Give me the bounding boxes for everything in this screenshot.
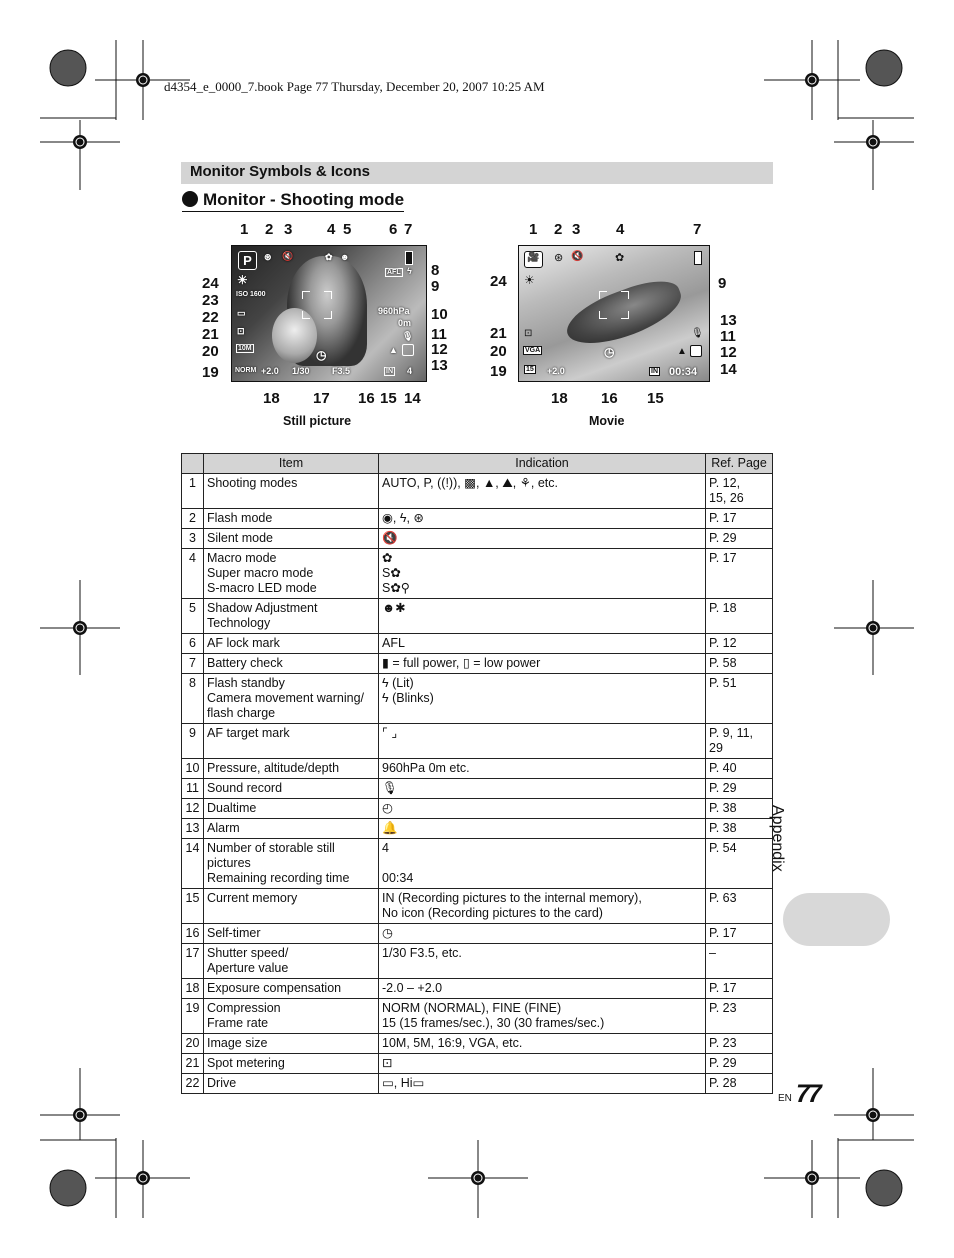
af-target-icon: [302, 291, 332, 319]
callout-17: 17: [313, 390, 330, 407]
row-number: 21: [182, 1054, 204, 1074]
alarm-icon: ▲: [389, 345, 398, 355]
table-row: [182, 634, 773, 654]
indication-cell-line: 🎙: [382, 781, 398, 795]
item-cell-line: Number of storable still: [207, 841, 335, 855]
item-cell-line: Flash mode: [207, 511, 273, 525]
indication-cell: [379, 799, 706, 819]
ref-page-cell-line: P. 29: [709, 781, 737, 795]
exposure-readout: +2.0: [261, 366, 279, 376]
item-cell-line: Self-timer: [207, 926, 261, 940]
wb-icon: ☀: [237, 273, 248, 287]
item-cell: [204, 839, 379, 889]
ref-page-cell-line: P. 17: [709, 926, 737, 940]
page-number: 77: [796, 1080, 820, 1108]
ref-page-cell-line: 15, 26: [709, 491, 744, 505]
callout-7: 7: [404, 221, 413, 238]
item-cell: [204, 924, 379, 944]
indication-cell-line: 10M, 5M, 16:9, VGA, etc.: [382, 1036, 523, 1050]
movie-exposure-readout: +2.0: [547, 366, 565, 376]
indication-cell: [379, 549, 706, 599]
table-row: [182, 474, 773, 509]
ref-page-cell-line: P. 63: [709, 891, 737, 905]
movie-callout-9: 9: [718, 275, 727, 292]
callout-5: 5: [343, 221, 352, 238]
callout-24: 24: [202, 275, 219, 292]
movie-wb-icon: ☀: [524, 273, 535, 287]
table-row: [182, 1054, 773, 1074]
shadow-adjust-icon: ☻: [340, 252, 350, 262]
ref-page-cell: [706, 759, 773, 779]
movie-spot-meter-icon: ⊡: [524, 328, 533, 339]
ref-page-cell: [706, 1054, 773, 1074]
table-row: [182, 1074, 773, 1094]
indication-cell: [379, 924, 706, 944]
indication-cell-line: 15 (15 frames/sec.), 30 (30 frames/sec.): [382, 1016, 605, 1030]
ref-page-cell-line: P. 17: [709, 981, 737, 995]
callout-1: 1: [240, 221, 249, 238]
ref-page-cell-line: P. 9, 11,: [709, 726, 754, 740]
table-row: [182, 529, 773, 549]
row-number: 15: [182, 889, 204, 924]
callout-20: 20: [202, 343, 219, 360]
callout-11: 11: [431, 326, 447, 343]
movie-mode-icon: 🎥: [524, 251, 543, 268]
callout-18: 18: [263, 390, 280, 407]
ref-page-cell-line: P. 58: [709, 656, 737, 670]
table-row: [182, 924, 773, 944]
mode-p-icon: P: [238, 251, 257, 270]
item-cell-line: Shutter speed/: [207, 946, 289, 960]
movie-monitor: [518, 245, 710, 382]
ref-page-cell-line: P. 17: [709, 551, 737, 565]
indication-cell: [379, 529, 706, 549]
dualtime-icon: [402, 344, 414, 356]
indication-cell: [379, 1034, 706, 1054]
indication-cell: [379, 839, 706, 889]
row-number: 11: [182, 779, 204, 799]
row-number: 17: [182, 944, 204, 979]
table-row: [182, 674, 773, 724]
ref-page-cell-line: 29: [709, 741, 723, 755]
ref-page-cell: [706, 1074, 773, 1094]
movie-callout-3: 3: [572, 221, 581, 238]
movie-callout-4: 4: [616, 221, 625, 238]
movie-self-timer-icon: ◷: [604, 345, 615, 359]
table-row: [182, 979, 773, 999]
ref-page-cell-line: P. 29: [709, 531, 737, 545]
indication-cell-line: ⊡: [382, 1056, 393, 1070]
item-cell: [204, 819, 379, 839]
ref-page-cell-line: P. 40: [709, 761, 737, 775]
flash-off-icon: ⊛: [264, 252, 272, 262]
movie-macro-icon: ✿: [615, 252, 625, 264]
row-number: 7: [182, 654, 204, 674]
indication-cell-line: AFL: [382, 636, 405, 650]
table-row: [182, 944, 773, 979]
item-cell-line: flash charge: [207, 706, 276, 720]
table-body: [182, 474, 773, 1094]
callout-12: 12: [431, 341, 448, 358]
language-label: EN: [778, 1093, 792, 1104]
indication-cell-line: ◉, ϟ, ⊛: [382, 511, 424, 525]
memory-icon: IN: [386, 368, 393, 375]
item-cell-line: Compression: [207, 1001, 281, 1015]
item-cell-line: Shooting modes: [207, 476, 298, 490]
callout-22: 22: [202, 309, 219, 326]
movie-dualtime-icon: [690, 345, 702, 357]
movie-callout-21: 21: [490, 325, 507, 342]
item-cell: [204, 779, 379, 799]
battery-icon: [405, 251, 413, 265]
ref-page-cell: [706, 724, 773, 759]
self-timer-icon: ◷: [316, 348, 327, 362]
ref-page-cell: [706, 979, 773, 999]
indication-cell: [379, 779, 706, 799]
item-cell-line: Sound record: [207, 781, 283, 795]
item-cell-line: Shadow Adjustment Technology: [207, 601, 318, 630]
ref-page-cell: [706, 999, 773, 1034]
item-cell: [204, 799, 379, 819]
ref-page-cell: [706, 819, 773, 839]
indication-cell-line: ϟ (Lit): [382, 676, 414, 690]
item-cell-line: Aperture value: [207, 961, 289, 975]
ref-page-cell-line: –: [709, 946, 716, 960]
header-ref-page: Ref. Page: [706, 454, 773, 474]
row-number: 4: [182, 549, 204, 599]
movie-callout-13: 13: [720, 312, 737, 329]
item-cell-line: Exposure compensation: [207, 981, 342, 995]
item-cell-line: Alarm: [207, 821, 240, 835]
indication-cell: [379, 674, 706, 724]
item-cell-line: Image size: [207, 1036, 268, 1050]
item-cell-line: Remaining recording time: [207, 871, 350, 885]
ref-page-cell-line: P. 12: [709, 636, 737, 650]
row-number: 1: [182, 474, 204, 509]
row-number: 10: [182, 759, 204, 779]
movie-caption: Movie: [589, 414, 625, 428]
callout-21: 21: [202, 326, 219, 343]
ref-page-cell-line: P. 51: [709, 676, 737, 690]
shot-count: 4: [407, 366, 413, 376]
appendix-tab-label: Appendix: [769, 805, 786, 872]
movie-af-target-icon: [599, 291, 629, 319]
item-cell-line: Super macro mode: [207, 566, 314, 580]
silent-icon: 🔇: [282, 251, 294, 261]
movie-callout-18: 18: [551, 390, 568, 407]
item-cell-line: AF lock mark: [207, 636, 280, 650]
indication-cell-line: -2.0 – +2.0: [382, 981, 443, 995]
callout-2: 2: [265, 221, 274, 238]
af-lock-icon: AFL: [387, 269, 401, 276]
movie-time-readout: 00:34: [669, 366, 698, 378]
indication-cell: [379, 979, 706, 999]
ref-page-cell: [706, 889, 773, 924]
ref-page-cell: [706, 599, 773, 634]
subsection-title: Monitor - Shooting mode: [182, 190, 404, 212]
item-cell: [204, 724, 379, 759]
still-picture-monitor: [231, 245, 427, 382]
callout-16: 16: [358, 390, 375, 407]
indication-cell-line: 960hPa 0m etc.: [382, 761, 470, 775]
indication-cell-line: AUTO, P, ((!)), ▩, ▲, ⛰, ⚘, etc.: [382, 476, 559, 490]
callout-10: 10: [431, 306, 448, 323]
item-cell: [204, 999, 379, 1034]
macro-icon: ✿: [325, 252, 333, 262]
ref-page-cell: [706, 839, 773, 889]
indication-cell: [379, 634, 706, 654]
ref-page-cell-line: P. 28: [709, 1076, 737, 1090]
flash-standby-icon: ϟ: [407, 266, 412, 276]
ref-page-cell: [706, 529, 773, 549]
indication-cell-line: NORM (NORMAL), FINE (FINE): [382, 1001, 562, 1015]
item-cell: [204, 1074, 379, 1094]
still-caption: Still picture: [283, 414, 352, 428]
movie-callout-16: 16: [601, 390, 618, 407]
callout-6: 6: [389, 221, 398, 238]
table-row: [182, 759, 773, 779]
ref-page-cell: [706, 674, 773, 724]
iso-icon: ISO 1600: [236, 291, 266, 298]
ref-page-cell-line: P. 18: [709, 601, 737, 615]
indication-cell-line: S✿⚲: [382, 581, 410, 595]
item-cell-line: Flash standby: [207, 676, 285, 690]
item-cell: [204, 944, 379, 979]
compression-icon: NORM: [235, 367, 257, 374]
ref-page-cell-line: P. 23: [709, 1036, 737, 1050]
ref-page-cell: [706, 1034, 773, 1054]
indication-cell-line: No icon (Recording pictures to the card): [382, 906, 603, 920]
indication-cell-line: ◷: [382, 926, 393, 940]
section-title: Monitor Symbols & Icons: [190, 163, 371, 180]
row-number: 5: [182, 599, 204, 634]
movie-memory-icon: IN: [651, 368, 658, 375]
ref-page-cell-line: P. 12,: [709, 476, 741, 490]
indication-cell-line: ☻✱: [382, 601, 406, 615]
bullet-icon: [182, 191, 198, 207]
callout-14: 14: [404, 390, 421, 407]
header-number-cell: [182, 454, 204, 474]
item-cell-line: Pressure, altitude/depth: [207, 761, 340, 775]
row-number: 3: [182, 529, 204, 549]
indication-cell: [379, 1074, 706, 1094]
indication-cell-line: [382, 856, 702, 871]
movie-flash-off-icon: ⊛: [554, 252, 564, 264]
table-row: [182, 999, 773, 1034]
movie-callout-2: 2: [554, 221, 563, 238]
indication-cell: [379, 999, 706, 1034]
indication-cell-line: ▮ = full power, ▯ = low power: [382, 656, 541, 670]
image-size-icon: 10M: [238, 345, 252, 352]
callout-9: 9: [431, 278, 440, 295]
movie-size-icon: VGA: [525, 347, 541, 354]
item-cell: [204, 634, 379, 654]
indication-cell-line: 1/30 F3.5, etc.: [382, 946, 462, 960]
callout-13: 13: [431, 357, 448, 374]
row-number: 9: [182, 724, 204, 759]
indication-cell-line: 00:34: [382, 871, 414, 885]
item-cell: [204, 979, 379, 999]
item-cell-line: Macro mode: [207, 551, 277, 565]
indication-cell-line: ▭, Hi▭: [382, 1076, 425, 1090]
table-row: [182, 819, 773, 839]
indication-cell: [379, 509, 706, 529]
indication-cell: [379, 889, 706, 924]
indication-cell-line: 🔇: [382, 531, 398, 545]
item-cell-line: Drive: [207, 1076, 237, 1090]
indication-cell: [379, 474, 706, 509]
indication-cell-line: IN (Recording pictures to the internal memory),: [382, 891, 642, 905]
item-cell: [204, 889, 379, 924]
callout-23: 23: [202, 292, 219, 309]
item-cell: [204, 1054, 379, 1074]
movie-callout-20: 20: [490, 343, 507, 360]
table-row: [182, 549, 773, 599]
appendix-tab: [783, 893, 890, 946]
callout-4: 4: [327, 221, 336, 238]
table-row: [182, 779, 773, 799]
item-cell: [204, 674, 379, 724]
movie-callout-15: 15: [647, 390, 664, 407]
callout-15: 15: [380, 390, 397, 407]
ref-page-cell: [706, 924, 773, 944]
movie-sound-icon: 🎙: [691, 328, 704, 339]
table-row: [182, 889, 773, 924]
monitor-symbols-table: [181, 453, 773, 1094]
item-cell-line: Current memory: [207, 891, 298, 905]
indication-cell-line: ◴: [382, 801, 393, 815]
movie-callout-24: 24: [490, 273, 507, 290]
movie-callout-1: 1: [529, 221, 538, 238]
movie-callout-12: 12: [720, 344, 737, 361]
ref-page-cell-line: P. 38: [709, 801, 737, 815]
movie-callout-19: 19: [490, 363, 507, 380]
row-number: 16: [182, 924, 204, 944]
item-cell-line: S-macro LED mode: [207, 581, 317, 595]
ref-page-cell: [706, 799, 773, 819]
table-row: [182, 724, 773, 759]
movie-callout-11: 11: [720, 328, 736, 345]
spot-meter-icon: ⊡: [237, 326, 245, 336]
shutter-readout: 1/30: [292, 366, 310, 376]
ref-page-cell: [706, 654, 773, 674]
item-cell-line: Spot metering: [207, 1056, 285, 1070]
item-cell: [204, 549, 379, 599]
table-row: [182, 654, 773, 674]
table-row: [182, 799, 773, 819]
indication-cell-line: 🔔: [382, 821, 398, 835]
item-cell: [204, 509, 379, 529]
header-item: Item: [204, 454, 379, 474]
indication-cell: [379, 944, 706, 979]
table-row: [182, 839, 773, 889]
item-cell: [204, 759, 379, 779]
item-cell: [204, 529, 379, 549]
indication-cell-line: ✿: [382, 551, 393, 565]
drive-icon: ▭: [237, 308, 246, 318]
item-cell-line: Camera movement warning/: [207, 691, 365, 705]
movie-alarm-icon: ▲: [677, 346, 687, 357]
row-number: 19: [182, 999, 204, 1034]
row-number: 20: [182, 1034, 204, 1054]
ref-page-cell-line: P. 54: [709, 841, 737, 855]
ref-page-cell: [706, 509, 773, 529]
ref-page-cell: [706, 634, 773, 654]
sound-record-icon: 🎙: [402, 331, 414, 341]
movie-fps-icon: 15: [526, 366, 534, 373]
item-cell-line: Frame rate: [207, 1016, 269, 1030]
table-row: [182, 1034, 773, 1054]
table-row: [182, 509, 773, 529]
row-number: 14: [182, 839, 204, 889]
movie-callout-7: 7: [693, 221, 702, 238]
item-cell-line: pictures: [207, 856, 251, 870]
callout-19: 19: [202, 364, 219, 381]
row-number: 13: [182, 819, 204, 839]
ref-page-cell: [706, 779, 773, 799]
indication-cell-line: S✿: [382, 566, 401, 580]
altitude-readout: 0m: [398, 318, 412, 328]
item-cell-line: Battery check: [207, 656, 283, 670]
header-indication: Indication: [379, 454, 706, 474]
row-number: 22: [182, 1074, 204, 1094]
indication-cell: [379, 724, 706, 759]
row-number: 12: [182, 799, 204, 819]
item-cell-line: AF target mark: [207, 726, 290, 740]
indication-cell: [379, 654, 706, 674]
row-number: 6: [182, 634, 204, 654]
file-info-header: d4354_e_0000_7.book Page 77 Thursday, December 20, 2007 10:25 AM: [164, 79, 545, 94]
indication-cell: [379, 759, 706, 779]
indication-cell: [379, 819, 706, 839]
movie-battery-icon: [694, 251, 702, 265]
ref-page-cell-line: P. 29: [709, 1056, 737, 1070]
callout-8: 8: [431, 262, 440, 279]
row-number: 18: [182, 979, 204, 999]
movie-callout-14: 14: [720, 361, 737, 378]
movie-silent-icon: 🔇: [571, 251, 584, 262]
pressure-readout: 960hPa: [378, 306, 410, 316]
ref-page-cell: [706, 944, 773, 979]
table-row: [182, 599, 773, 634]
item-cell: [204, 474, 379, 509]
table-header-row: [182, 454, 773, 474]
callout-3: 3: [284, 221, 293, 238]
item-cell: [204, 599, 379, 634]
indication-cell: [379, 1054, 706, 1074]
ref-page-cell-line: P. 38: [709, 821, 737, 835]
ref-page-cell: [706, 549, 773, 599]
item-cell: [204, 1034, 379, 1054]
row-number: 8: [182, 674, 204, 724]
ref-page-cell-line: P. 17: [709, 511, 737, 525]
ref-page-cell-line: P. 23: [709, 1001, 737, 1015]
indication-cell: [379, 599, 706, 634]
indication-cell-line: ⌜ ⌟: [382, 726, 398, 740]
item-cell-line: Dualtime: [207, 801, 257, 815]
indication-cell-line: 4: [382, 841, 389, 855]
aperture-readout: F3.5: [332, 366, 351, 376]
ref-page-cell: [706, 474, 773, 509]
row-number: 2: [182, 509, 204, 529]
item-cell: [204, 654, 379, 674]
item-cell-line: Silent mode: [207, 531, 274, 545]
indication-cell-line: ϟ (Blinks): [382, 691, 434, 705]
